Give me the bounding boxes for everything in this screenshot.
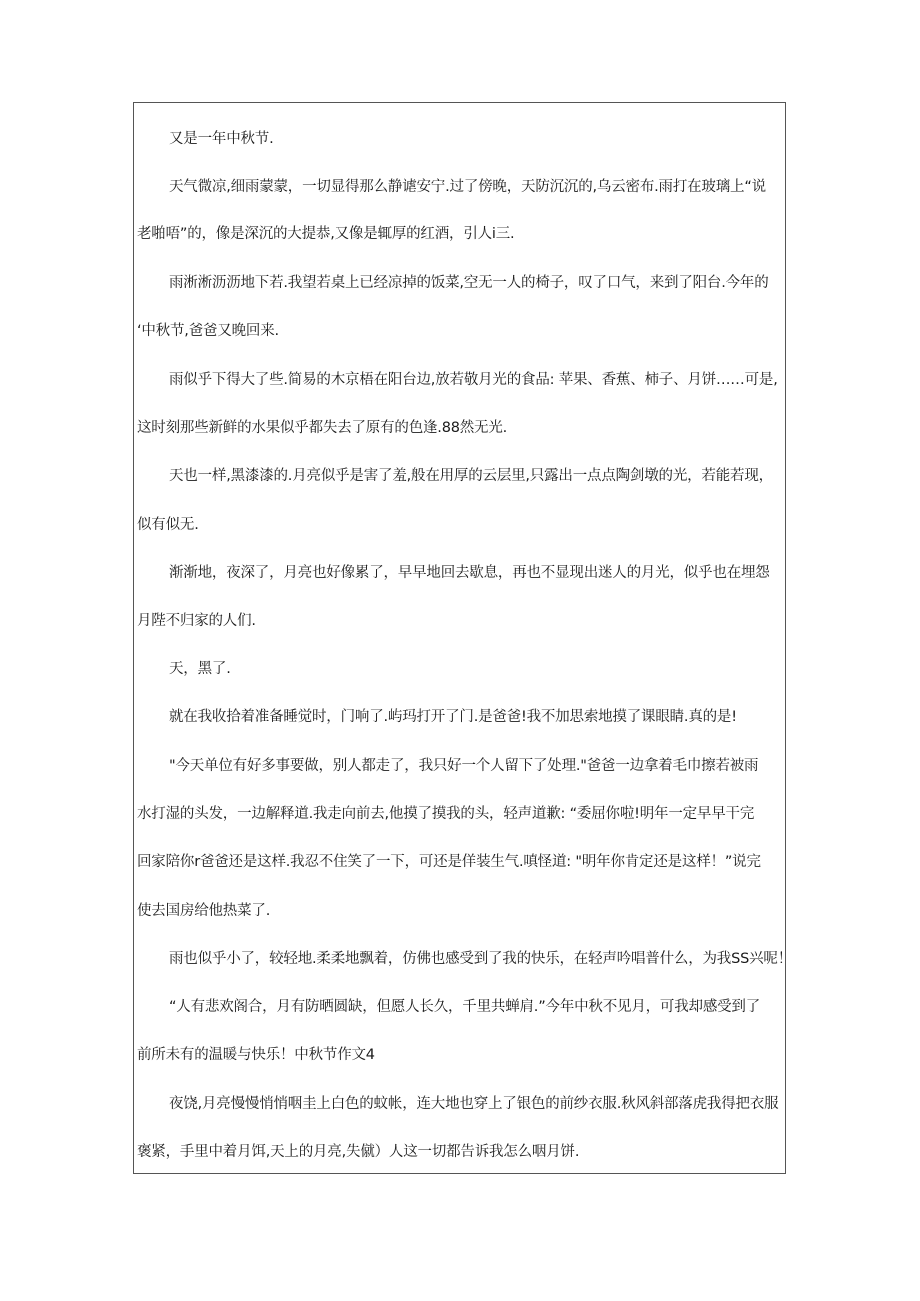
text-line: 水打湿的头发，一边解释道.我走向前去,他摸了摸我的头，轻声道歉: “委屈你啦!明年一定早早干完 — [137, 806, 755, 822]
text-line: 似有似无. — [137, 517, 199, 533]
text-line: 天气微凉,细雨蒙蒙，一切显得那么静谑安宁.过了傍晚，天防沉沉的,乌云密布.雨打在玻璃上“说 — [169, 179, 766, 195]
text-line: 雨淅淅沥沥地下若.我望若桌上已经凉掉的饭菜,空无一人的椅子，叹了口气，来到了阳台.今年的 — [169, 275, 769, 291]
text-line: 渐渐地，夜深了，月亮也好像累了，早早地回去歇息，再也不显现出迷人的月光，似乎也在埋怨 — [169, 565, 770, 581]
text-line: “人有悲欢阁合，月有防晒圆缺，但愿人长久，千里共蝉肩.”今年中秋不见月，可我却感受到了 — [169, 999, 761, 1015]
text-line: 就在我收拾着准备睡觉时，门响了.屿玛打开了门.是爸爸!我不加思索地摸了课眼睛.真的是! — [169, 709, 737, 725]
text-frame — [133, 102, 793, 1174]
text-line: 使去国房给他热菜了. — [137, 903, 271, 919]
text-line: 雨似乎下得大了些.简易的木京梧在阳台边,放若敬月光的食品: 苹果、香蕉、柿子、月饼……可是, — [169, 372, 778, 388]
text-line: 褒紧，手里中着月饵,天上的月亮,失僦）人这一切都告诉我怎么咽月饼. — [137, 1144, 580, 1160]
text-line: 老啪唔”的，像是深沉的大提恭,又像是辄厚的红酒，引人i三. — [137, 226, 515, 242]
text-line: 夜饶,月亮慢慢悄悄咽圭上白色的蚊帐，连大地也穿上了银色的前纱衣服.秋风斜部落虎我得把衣服 — [169, 1096, 779, 1112]
text-line: 前所未有的温暖与快乐！中秋节作文4 — [137, 1047, 375, 1063]
text-line: "今天单位有好多事要做，别人都走了，我只好一个人留下了处理."爸爸一边拿着毛巾擦若被雨 — [169, 758, 759, 774]
text-line: 天，黑了. — [169, 661, 231, 677]
text-line: 月陛不归家的人们. — [137, 613, 256, 629]
text-line: 又是一年中秋节. — [169, 131, 274, 147]
text-line: 天也一样,黑漆漆的.月亮似乎是害了羞,般在用厚的云层里,只露出一点点陶剑墩的光，若能若现， — [169, 468, 773, 484]
text-line: 雨也似乎小了，较轻地.柔柔地飘着，仿佛也感受到了我的快乐，在轻声吟唱普什么，为我SS兴呢！ — [169, 951, 793, 967]
text-line: ‘中秋节,爸爸又晚回来. — [137, 323, 279, 339]
text-line: 这时刻那些新鲜的水果似乎都失去了原有的色逢.88然无光. — [137, 420, 508, 436]
text-line: 回家陪你r爸爸还是这样.我忍不住笑了一下，可还是佯装生气.嗔怪道: "明年你肯定还是这样！”说完 — [137, 854, 761, 870]
